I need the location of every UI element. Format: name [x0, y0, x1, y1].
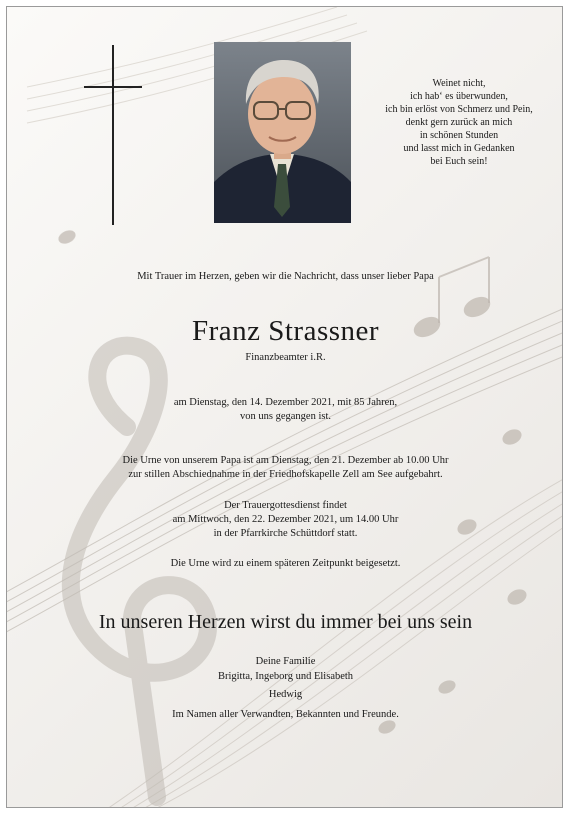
- death-statement-line: von uns gegangen ist.: [240, 411, 331, 422]
- death-date-line: am Dienstag, den 14. Dezember 2021, mit 85 Jahren,: [173, 397, 398, 408]
- service-date-line: am Mittwoch, den 22. Dezember 2021, um 14.00 Uhr: [172, 514, 399, 525]
- intro-text: Mit Trauer im Herzen, geben wir die Nachricht, dass unser lieber Papa: [137, 271, 434, 282]
- cross-icon: [84, 45, 142, 225]
- poem-line: ich bin erlöst von Schmerz und Pein,: [385, 104, 533, 115]
- family-other: Hedwig: [268, 689, 303, 700]
- poem-line: denkt gern zurück an mich: [405, 117, 513, 128]
- deceased-name: Franz Strassner: [191, 315, 380, 347]
- family-children: Brigitta, Ingeborg und Elisabeth: [217, 671, 354, 682]
- poem-line: in schönen Stunden: [419, 130, 499, 141]
- burial-note: Die Urne wird zu einem späteren Zeitpunkt beigesetzt.: [170, 558, 401, 569]
- poem-line: und lasst mich in Gedanken: [403, 143, 515, 154]
- memorial-poem: [364, 77, 554, 168]
- service-location-line: in der Pfarrkirche Schüttdorf statt.: [213, 528, 358, 539]
- portrait-photo: [214, 42, 351, 223]
- family-closing: Im Namen aller Verwandten, Bekannten und Freunde.: [172, 709, 399, 720]
- family-heading: Deine Familie: [255, 656, 316, 667]
- service-heading-line: Der Trauergottesdienst findet: [224, 500, 347, 511]
- poem-line: ich hab‘ es überwunden,: [410, 91, 508, 102]
- obituary-card: [6, 6, 563, 808]
- poem-line: bei Euch sein!: [430, 156, 488, 167]
- poem-line: Weinet nicht,: [432, 78, 486, 89]
- urn-viewing-line: Die Urne von unserem Papa ist am Dienstag, den 21. Dezember ab 10.00 Uhr: [122, 455, 449, 466]
- urn-location-line: zur stillen Abschiednahme in der Friedhofskapelle Zell am See aufgebahrt.: [128, 469, 443, 480]
- deceased-occupation: Finanzbeamter i.R.: [245, 352, 326, 363]
- memorial-motto: In unseren Herzen wirst du immer bei uns sein: [98, 611, 473, 633]
